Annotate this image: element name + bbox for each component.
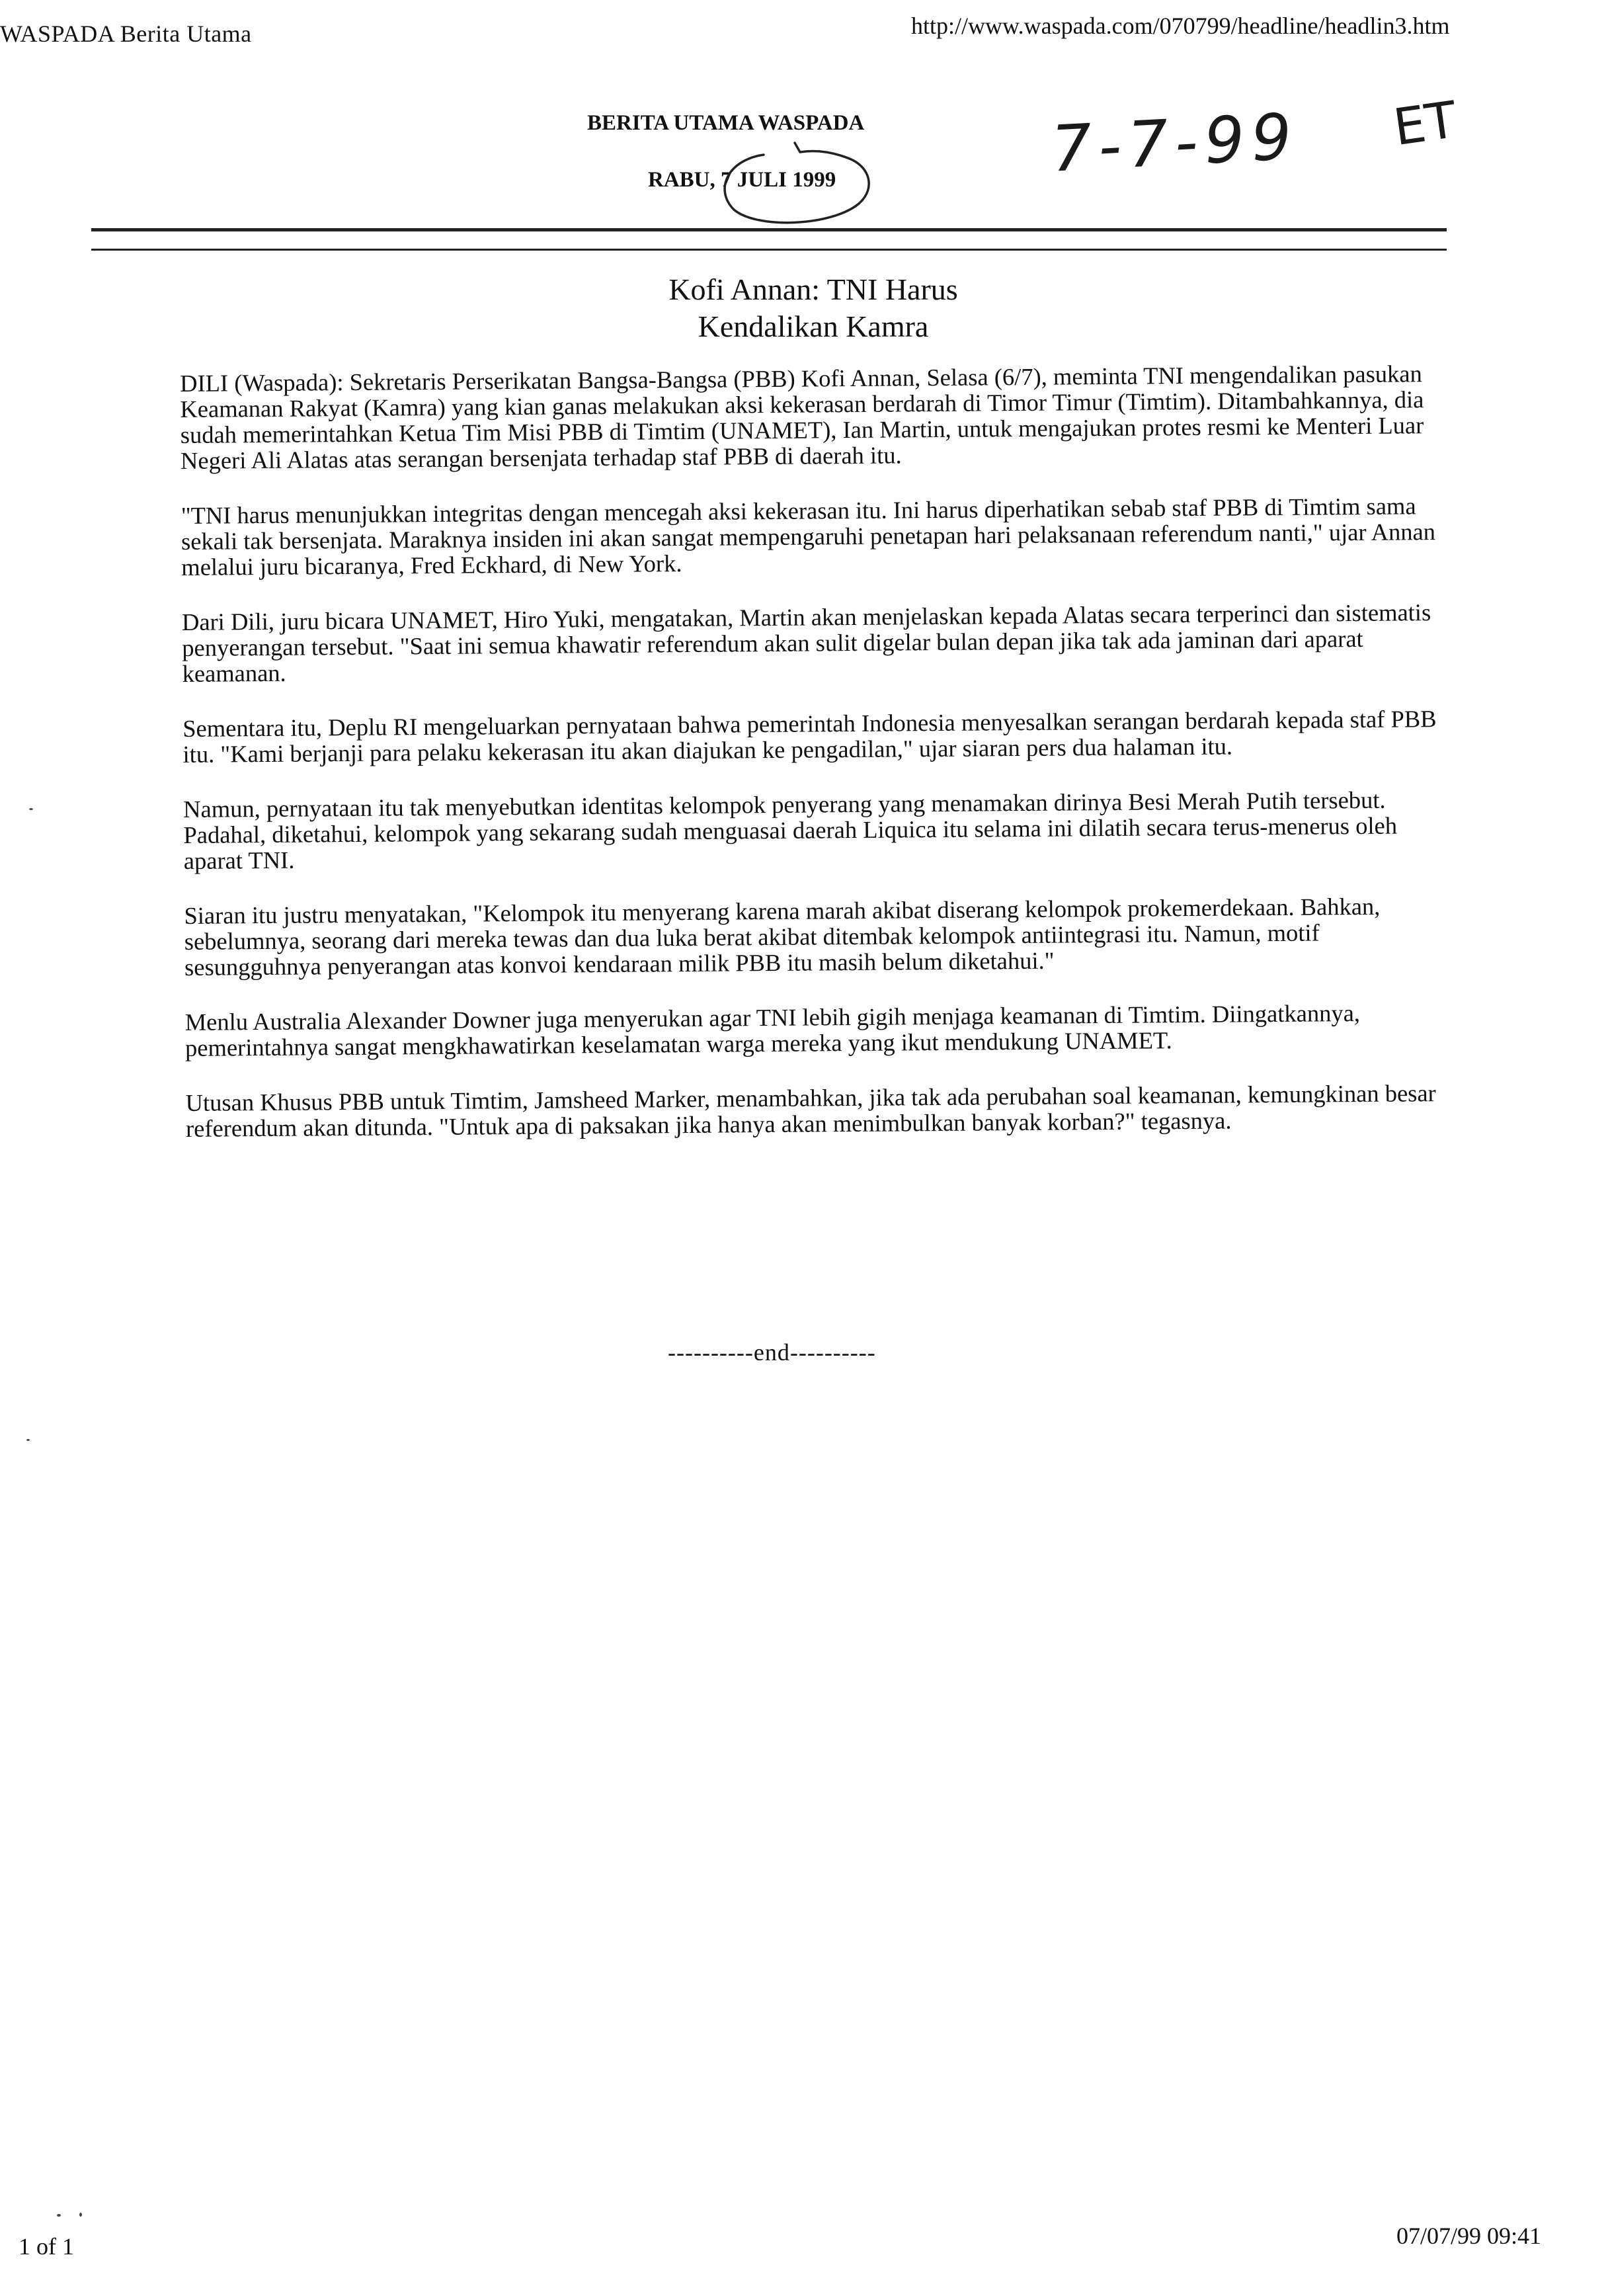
handwritten-initials: ET bbox=[1390, 89, 1461, 157]
article-paragraph: "TNI harus menunjukkan integritas dengan mencegah aksi kekerasan itu. Ini harus diperhatikan sebab staf PBB di Timtim sama sekali tak bersenjata. Maraknya insiden ini akan sangat mempengaruhi penetapan hari pelaksanaan referendum nanti," ujar Annan melalui juru bicaranya, Fred Eckhard, di New York. bbox=[181, 492, 1436, 581]
masthead-date: RABU, 7 JULI 1999 bbox=[648, 168, 836, 192]
headline-line-1: Kofi Annan: TNI Harus bbox=[668, 272, 958, 306]
print-header-title: WASPADA Berita Utama bbox=[0, 20, 252, 47]
article-paragraph: Namun, pernyataan itu tak menyebutkan identitas kelompok penyerang yang menamakan dirinya Besi Merah Putih tersebut. Padahal, diketahui, kelompok yang sekarang sudah menguasai daerah Liquica itu selama ini dilatih secara terus-menerus oleh aparat TNI. bbox=[183, 786, 1398, 874]
article-paragraph: Dari Dili, juru bicara UNAMET, Hiro Yuki, mengatakan, Martin akan menjelaskan kepada Alatas secara terperinci dan sistematis penyerangan tersebut. "Saat ini semua khawatir referendum akan sulit digelar bulan depan jika tak ada jaminan dari aparat keamanan. bbox=[181, 598, 1431, 687]
masthead-title: BERITA UTAMA WASPADA bbox=[587, 111, 865, 135]
article-end-marker: ----------end---------- bbox=[668, 1339, 876, 1366]
scan-speck bbox=[79, 2213, 82, 2217]
article-paragraph: Sementara itu, Deplu RI mengeluarkan pernyataan bahwa pemerintah Indonesia menyesalkan serangan berdarah kepada staf PBB itu. "Kami berjanji para pelaku kekerasan itu akan diajukan ke pengadilan," ujar siaran pers dua halaman itu. bbox=[182, 705, 1437, 768]
print-header-url: http://www.waspada.com/070799/headline/headlin3.htm bbox=[911, 13, 1450, 39]
article-paragraph: DILI (Waspada): Sekretaris Perserikatan Bangsa-Bangsa (PBB) Kofi Annan, Selasa (6/7), meminta TNI mengendalikan pasukan Keamanan Rakyat (Kamra) yang kian ganas melakukan aksi kekerasan berdarah di Timor Timur (Timtim). Ditambahkannya, dia sudah memerintahkan Ketua Tim Misi PBB di Timtim (UNAMET), Ian Martin, untuk mengajukan protes resmi ke Menteri Luar Negeri Ali Alatas atas serangan bersenjata terhadap staf PBB di daerah itu. bbox=[179, 360, 1424, 474]
article-paragraph: Siaran itu justru menyatakan, "Kelompok itu menyerang karena marah akibat diserang kelompok prokemerdekaan. Bahkan, sebelumnya, seorang dari mereka tewas dan dua luka berat akibat ditembak kelompok antiintegrasi itu. Namun, motif sesungguhnya penyerangan atas konvoi kendaraan milik PBB itu masih belum diketahui." bbox=[184, 892, 1381, 981]
headline-line-2: Kendalikan Kamra bbox=[698, 309, 929, 343]
article-paragraph: Utusan Khusus PBB untuk Timtim, Jamsheed Marker, menambahkan, jika tak ada perubahan soal keamanan, kemungkinan besar referendum akan ditunda. "Untuk apa di paksakan jika hanya akan menimbulkan banyak korban?" tegasnya. bbox=[185, 1079, 1436, 1142]
scan-speck bbox=[57, 2214, 61, 2217]
article-paragraph: Menlu Australia Alexander Downer juga menyerukan agar TNI lebih gigih menjaga keamanan di Timtim. Diingatkannya, pemerintahnya sangat mengkhawatirkan keselamatan warga mereka yang ikut mendukung UNAMET. bbox=[184, 999, 1361, 1061]
masthead-rule-top bbox=[91, 228, 1447, 231]
print-timestamp: 07/07/99 09:41 bbox=[1396, 2223, 1542, 2249]
page-indicator: 1 of 1 bbox=[19, 2233, 74, 2260]
masthead-rule-bottom bbox=[91, 249, 1447, 251]
article-body bbox=[180, 360, 1462, 1170]
handwritten-circle-mark bbox=[701, 140, 886, 233]
article-headline bbox=[529, 271, 1098, 345]
scan-speck bbox=[29, 808, 33, 810]
scan-speck bbox=[26, 1439, 30, 1441]
handwritten-date: 7-7-99 bbox=[1049, 99, 1301, 186]
